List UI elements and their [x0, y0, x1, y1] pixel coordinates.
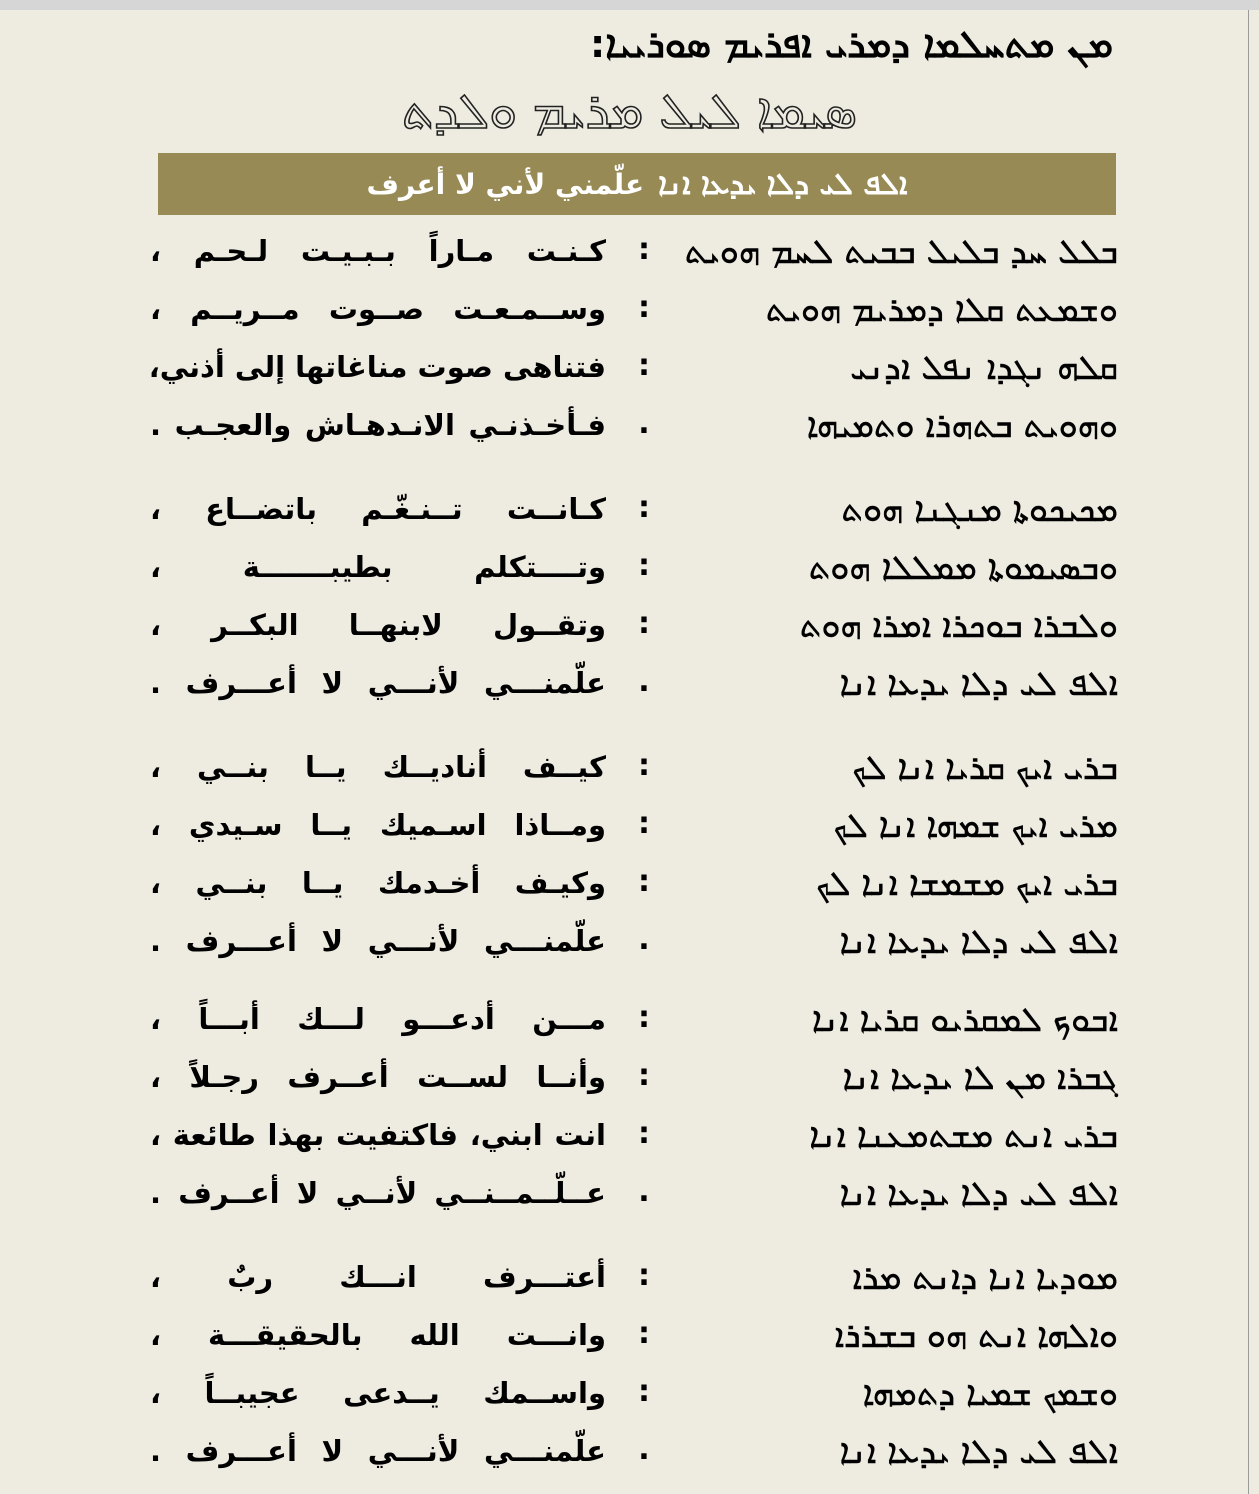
arabic-text: علّمنـــي لأنـــي لا أعـــرف . — [150, 924, 606, 958]
banner-arabic: علّمني لأني لا أعرف — [366, 167, 645, 201]
arabic-text: وانـــت الله بالحقيقـــة ، — [150, 1318, 606, 1352]
syriac-text: ܒܪܝ ܐܝܟ ܡܫܡܫܐ ܐܢܐ ܠܟ — [816, 864, 1118, 904]
verse-line — [0, 348, 1259, 398]
verse-separator: : — [638, 490, 650, 525]
syriac-text: ܐܠܦ ܠܝ ܕܠܐ ܝܕܥܐ ܐܢܐ — [839, 1174, 1118, 1214]
arabic-text: انت ابني، فاكتفيت بهذا طائعة ، — [150, 1118, 606, 1152]
syriac-text: ܐܠܦ ܠܝ ܕܠܐ ܝܕܥܐ ܐܢܐ — [839, 664, 1118, 704]
syriac-text: ܒܠܠ ܚܕ ܒܠܝܠ ܒܒܝܬ ܠܚܡ ܗܘܝܬ — [684, 232, 1118, 272]
arabic-text: كيــف أناديــك يــا بنــي ، — [150, 750, 606, 784]
syriac-text: ܐܒܘܟ ܠܡܩܪܝܘ ܩܪܝܐ ܐܢܐ — [811, 1000, 1118, 1040]
source-line: ܡܢ ܡܬܚܠܡܐ ܕܡܪܝ ܐܦܪܝܡ ܣܘܪܝܝܐ: — [590, 22, 1113, 66]
arabic-text: ومــاذا اسـميك يــا سـيدي ، — [150, 808, 606, 842]
verse-separator: : — [638, 1000, 650, 1035]
syriac-text: ܘܫܡܟ ܫܡܝܐ ܕܬܡܗܐ — [862, 1374, 1118, 1414]
arabic-text: أعتـــرف انـــك ربٌ ، — [150, 1260, 606, 1294]
verse-line — [0, 490, 1259, 540]
verse-separator: : — [638, 1316, 650, 1351]
verse-separator: : — [638, 232, 650, 267]
verse-separator: : — [638, 1058, 650, 1093]
verse-line — [0, 548, 1259, 598]
verse-separator: : — [638, 864, 650, 899]
arabic-text: كـنـت مـاراً بـبـيـت لـحـم ، — [150, 234, 606, 268]
verse-line — [0, 406, 1259, 456]
arabic-text: وأنــا لســت أعــرف رجـلاً ، — [150, 1060, 606, 1094]
verse-separator: : — [638, 748, 650, 783]
verse-line — [0, 290, 1259, 340]
verse-line — [0, 232, 1259, 282]
syriac-text: ܒܪܝ ܐܝܟ ܩܪܝܐ ܐܢܐ ܠܟ — [852, 748, 1118, 788]
verse-separator: . — [638, 922, 650, 957]
syriac-text: ܡܘܕܝܐ ܐܢܐ ܕܐܢܬ ܡܪܐ — [852, 1258, 1118, 1298]
verse-separator: . — [638, 664, 650, 699]
arabic-text: فـأخـذنـي الانـدهـاش والعجـب . — [150, 408, 606, 442]
verse-line — [0, 922, 1259, 972]
syriac-text: ܘܗܘܝܬ ܒܬܗܪܐ ܘܬܡܝܗܐ — [806, 406, 1118, 446]
banner-syriac: ܐܠܦ ܠܝ ܕܠܐ ܝܕܥܐ ܐܢܐ — [658, 166, 908, 202]
verse-line — [0, 1174, 1259, 1224]
verse-separator: : — [638, 1258, 650, 1293]
arabic-text: علّمنـــي لأنـــي لا أعـــرف . — [150, 666, 606, 700]
syriac-text: ܘܒܣܝܡܘܬܐ ܡܡܠܠܐ ܗܘܬ — [808, 548, 1118, 588]
verse-line — [0, 1316, 1259, 1366]
arabic-text: كـانــت تــنـغّـم باتضــاع ، — [150, 492, 606, 526]
hymn-title: ܣܝܡܐ ܠܝܠ ܡܪܝܡ ܘܠܕܬ — [401, 82, 858, 140]
syriac-text: ܐܠܦ ܠܝ ܕܠܐ ܝܕܥܐ ܐܢܐ — [839, 922, 1118, 962]
verse-line — [0, 1116, 1259, 1166]
verse-separator: : — [638, 290, 650, 325]
syriac-text: ܘܫܡܥܬ ܩܠܐ ܕܡܪܝܡ ܗܘܝܬ — [765, 290, 1118, 330]
verse-line — [0, 606, 1259, 656]
verse-separator: : — [638, 806, 650, 841]
syriac-text: ܘܐܠܗܐ ܐܢܬ ܗܘ ܒܫܪܪܐ — [834, 1316, 1118, 1356]
verse-separator: . — [638, 406, 650, 441]
syriac-text: ܐܠܦ ܠܝ ܕܠܐ ܝܕܥܐ ܐܢܐ — [839, 1432, 1118, 1472]
verse-separator: . — [638, 1432, 650, 1467]
verse-line — [0, 1374, 1259, 1424]
verse-line — [0, 1258, 1259, 1308]
syriac-text: ܩܠܗ ܢܓܕܐ ܢܦܠ ܐܕܢܝ — [850, 348, 1118, 388]
verse-line — [0, 1058, 1259, 1108]
verse-separator: : — [638, 548, 650, 583]
syriac-text: ܘܠܒܪܐ ܒܘܟܪܐ ܐܡܪܐ ܗܘܬ — [799, 606, 1118, 646]
arabic-text: عــلّــمــنــي لأنــي لا أعــرف . — [150, 1176, 606, 1210]
syriac-text: ܒܪܝ ܐܢܬ ܡܫܬܡܥܢܐ ܐܢܐ — [809, 1116, 1118, 1156]
arabic-text: وكيـف أخـدمك يــا بنــي ، — [150, 866, 606, 900]
verse-separator: : — [638, 1374, 650, 1409]
arabic-text: واســمك يــدعى عجيبــاً ، — [150, 1376, 606, 1410]
verse-separator: : — [638, 1116, 650, 1151]
syriac-text: ܡܪܝ ܐܝܟ ܫܡܗܐ ܐܢܐ ܠܟ — [833, 806, 1118, 846]
arabic-text: وتقــول لابنهــا البكــر ، — [150, 608, 606, 642]
verse-line — [0, 1000, 1259, 1050]
syriac-text: ܓܒܪܐ ܡܢ ܠܐ ܝܕܥܐ ܐܢܐ — [842, 1058, 1118, 1098]
arabic-text: علّمنـــي لأنـــي لا أعـــرف . — [150, 1434, 606, 1468]
verse-line — [0, 664, 1259, 714]
arabic-text: وتــــتكلم بطيبـــــــة ، — [150, 550, 606, 584]
verse-line — [0, 1432, 1259, 1482]
syriac-text: ܡܟܝܟܘܬܐ ܡܢܓܢܐ ܗܘܬ — [841, 490, 1118, 530]
verse-line — [0, 748, 1259, 798]
arabic-text: مـــن أدعـــو لـــك أبـــاً ، — [150, 1002, 606, 1036]
verse-separator: . — [638, 1174, 650, 1209]
arabic-text: فتناهى صوت مناغاتها إلى أذني، — [148, 350, 606, 384]
verse-separator: : — [638, 606, 650, 641]
arabic-text: وســمـعـت صــوت مــريــم ، — [150, 292, 606, 326]
verse-separator: : — [638, 348, 650, 383]
verse-line — [0, 806, 1259, 856]
verse-line — [0, 864, 1259, 914]
